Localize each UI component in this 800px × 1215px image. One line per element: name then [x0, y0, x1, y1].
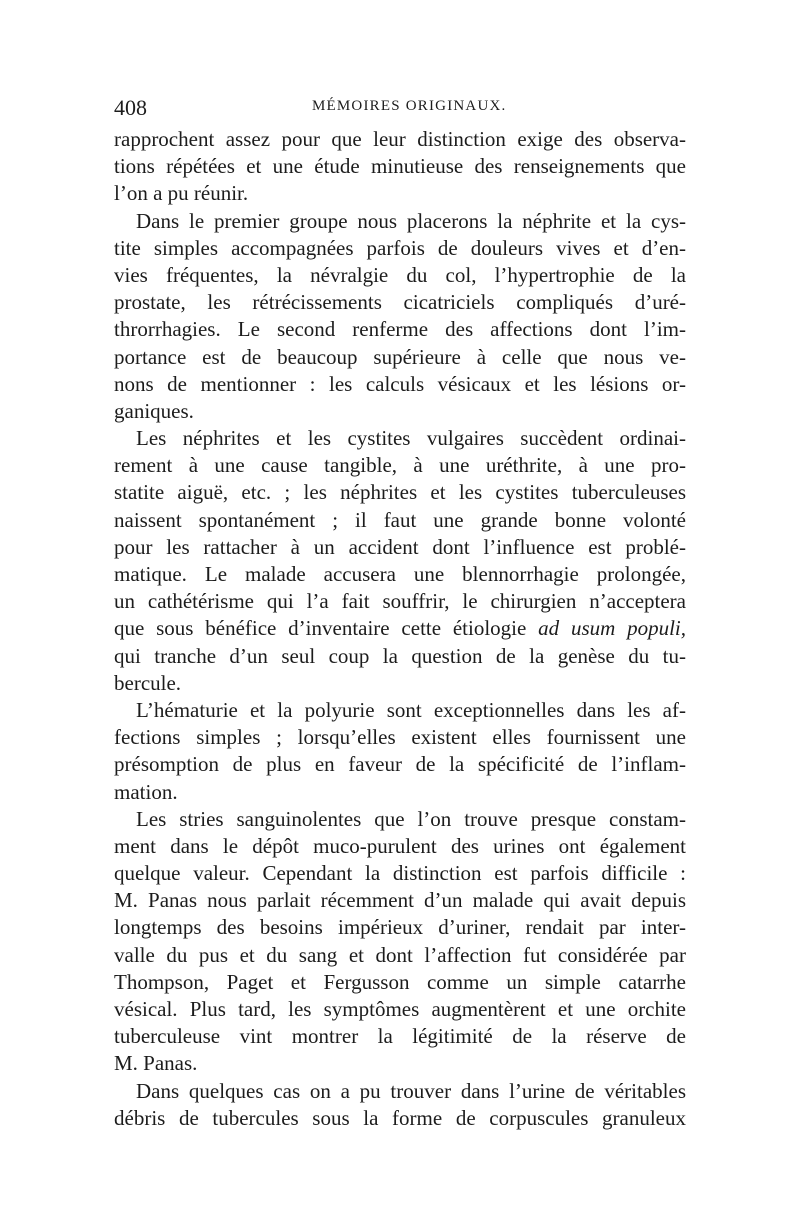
- text-line: valle du pus et du sang et dont l’affection fut considérée par: [114, 942, 686, 967]
- text-line: ment dans le dépôt muco-purulent des urines ont également: [114, 833, 686, 858]
- italic-phrase: ad usum populi,: [538, 616, 687, 641]
- text-line: pour les rattacher à un accident dont l’influence est problé-: [114, 534, 686, 559]
- text-line: longtemps des besoins impérieux d’uriner, rendait par inter-: [114, 915, 686, 940]
- text-line: ganiques.: [114, 398, 194, 423]
- text-line: L’hématurie et la polyurie sont exceptionnelles dans les af-: [136, 697, 686, 722]
- text-line: prostate, les rétrécissements cicatriciels compliqués d’uré-: [114, 290, 686, 315]
- running-head: MÉMOIRES ORIGINAUX.: [312, 98, 507, 114]
- text-line: Les stries sanguinolentes que l’on trouve presque constam-: [136, 806, 686, 831]
- text-line-mixed: [114, 615, 686, 642]
- text-line: statite aiguë, etc. ; les néphrites et les cystites tuberculeuses: [114, 480, 686, 505]
- text-line: throrrhagies. Le second renferme des affections dont l’im-: [114, 317, 686, 342]
- text-line: Dans le premier groupe nous placerons la néphrite et la cys-: [136, 208, 686, 233]
- text-line: un cathétérisme qui l’a fait souffrir, le chirurgien n’acceptera: [114, 589, 686, 614]
- text-line: vésical. Plus tard, les symptômes augmentèrent et une orchite: [114, 997, 686, 1021]
- page-header: [114, 95, 686, 121]
- text-line: bercule.: [114, 670, 182, 695]
- text-line: qui tranche d’un seul coup la question de la genèse du tu-: [114, 643, 686, 668]
- text-line: rapprochent assez pour que leur distinction exige des observa-: [114, 127, 686, 151]
- text-line: Les néphrites et les cystites vulgaires succèdent ordinai-: [136, 426, 686, 451]
- text-line: fections simples ; lorsqu’elles existent elles fournissent une: [114, 725, 686, 750]
- page-number: 408: [114, 95, 147, 120]
- text-segment: que sous bénéfice d’inventaire cette étiologie: [114, 616, 527, 641]
- text-line: M. Panas nous parlait récemment d’un malade qui avait depuis: [114, 888, 686, 913]
- text-line: M. Panas.: [114, 1051, 198, 1076]
- text-line: tite simples accompagnées parfois de douleurs vives et d’en-: [114, 235, 686, 260]
- text-line: quelque valeur. Cependant la distinction est parfois difficile :: [114, 861, 686, 886]
- text-line: présomption de plus en faveur de la spécificité de l’inflam-: [114, 752, 686, 777]
- text-line: naissent spontanément ; il faut une grande bonne volonté: [114, 507, 686, 532]
- text-line: tuberculeuse vint montrer la légitimité de la réserve de: [114, 1024, 686, 1049]
- text-line: matique. Le malade accusera une blennorrhagie prolongée,: [114, 562, 686, 586]
- text-line: Thompson, Paget et Fergusson comme un simple catarrhe: [114, 969, 686, 994]
- text-line: rement à une cause tangible, à une uréthrite, à une pro-: [114, 453, 686, 478]
- text-line: mation.: [114, 779, 178, 804]
- text-line: Dans quelques cas on a pu trouver dans l’urine de véritables: [136, 1078, 686, 1103]
- text-line: tions répétées et une étude minutieuse des renseignements que: [114, 154, 686, 179]
- text-line: vies fréquentes, la névralgie du col, l’hypertrophie de la: [114, 262, 686, 287]
- text-line: nons de mentionner : les calculs vésicaux et les lésions or-: [114, 371, 686, 396]
- body-text: [114, 126, 686, 1132]
- text-line: portance est de beaucoup supérieure à celle que nous ve-: [114, 344, 686, 369]
- text-line: l’on a pu réunir.: [114, 181, 249, 206]
- text-line: débris de tubercules sous la forme de corpuscules granuleux: [114, 1105, 686, 1130]
